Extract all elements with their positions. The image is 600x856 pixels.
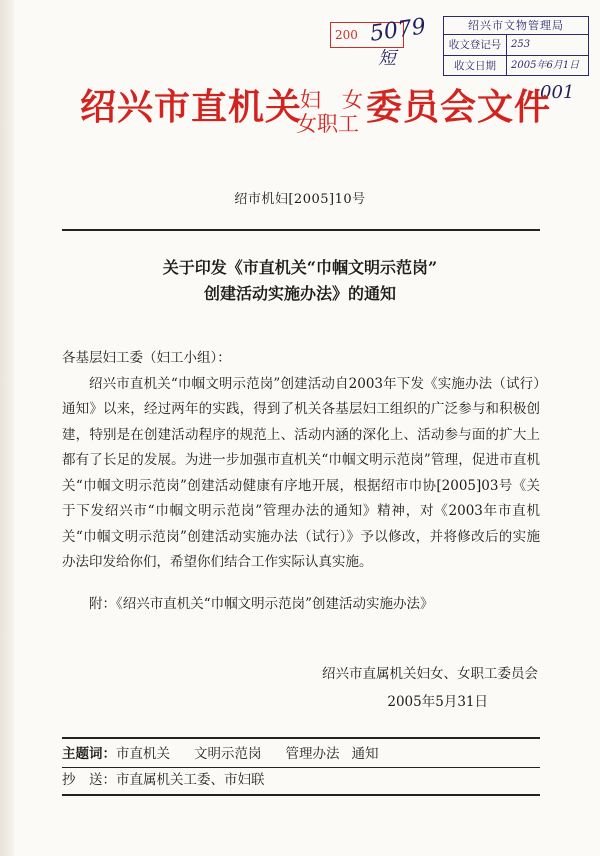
cc-line bbox=[62, 768, 540, 792]
subject-word: 管理办法 bbox=[285, 746, 340, 762]
attachment-line: 附：《绍兴市直机关“巾帼文明示范岗”创建活动实施办法》 bbox=[89, 596, 434, 612]
subject-word: 通知 bbox=[351, 746, 379, 762]
archive-number: 200 bbox=[335, 28, 358, 42]
stamp-label: 收文日期 bbox=[444, 56, 507, 76]
subject-word: 文明示范岗 bbox=[194, 746, 262, 762]
subject-word: 市直机关 bbox=[116, 746, 170, 762]
cc-label: 抄 送： bbox=[62, 772, 116, 788]
notice-body bbox=[62, 346, 540, 576]
header-divider bbox=[62, 229, 540, 231]
cc-value: 市直属机关工委、市妇联 bbox=[116, 772, 265, 788]
subject-label: 主题词： bbox=[62, 746, 116, 762]
document-number: 绍市机妇[2005]10号 bbox=[234, 192, 366, 207]
stamp-label: 收文登记号 bbox=[444, 35, 507, 55]
receipt-stamp bbox=[443, 16, 589, 76]
notice-title-line2: 创建活动实施办法》的通知 bbox=[203, 284, 396, 303]
stamp-row bbox=[444, 35, 588, 56]
subject-words bbox=[62, 742, 540, 766]
page-mark: 001 bbox=[540, 82, 575, 103]
footer-divider-top bbox=[62, 737, 540, 739]
notice-title-line1: 关于印发《市直机关“巾帼文明示范岗” bbox=[162, 258, 438, 277]
signature-org: 绍兴市直属机关妇女、女职工委员会 bbox=[322, 666, 538, 682]
signature-date: 2005年5月31日 bbox=[387, 694, 488, 710]
footer-divider-bottom bbox=[62, 794, 540, 796]
stamp-value: 253 bbox=[511, 39, 531, 50]
binding-edge bbox=[0, 0, 14, 856]
body-paragraph: 绍兴市直机关“巾帼文明示范岗”创建活动自2003年下发《实施办法（试行）通知》以来，经过两年的实践，得到了机关各基层妇工组织的广泛参与和积极创建，特别是在创建活动程序的规范上、活动内涵的深化上、活动参与面的扩大上都有了长足的发展。为进一步加强市直机关“巾帼文明示范岗”管理，促进市直机关“巾帼文明示范岗”创建活动健康有序地开展，根据绍市巾协[2005]03号《关于下发绍兴市“巾帼文明示范岗”管理办法的通知》精神，对《2003年市直机关“巾帼文明示范岗”创建活动实施办法（试行）》予以修改，并将修改后的实施办法印发给你们，希望你们结合工作实际认真实施。 bbox=[62, 375, 540, 570]
salutation: 各基层妇工委（妇工小组）： bbox=[62, 350, 231, 366]
stamp-title: 绍兴市文物管理局 bbox=[444, 17, 588, 35]
header-org-left: 绍兴市直机关 bbox=[80, 86, 303, 128]
handwritten-number: 5079 bbox=[368, 14, 428, 47]
stamp-value: 2005年6月1日 bbox=[511, 60, 580, 71]
header-stack-bottom: 女职工 bbox=[296, 112, 359, 136]
header-org-right: 委员会文件 bbox=[366, 86, 552, 128]
header-stack-top: 妇 女 bbox=[300, 88, 363, 112]
handwritten-mark: 短 bbox=[378, 48, 396, 69]
stamp-row bbox=[444, 56, 588, 76]
